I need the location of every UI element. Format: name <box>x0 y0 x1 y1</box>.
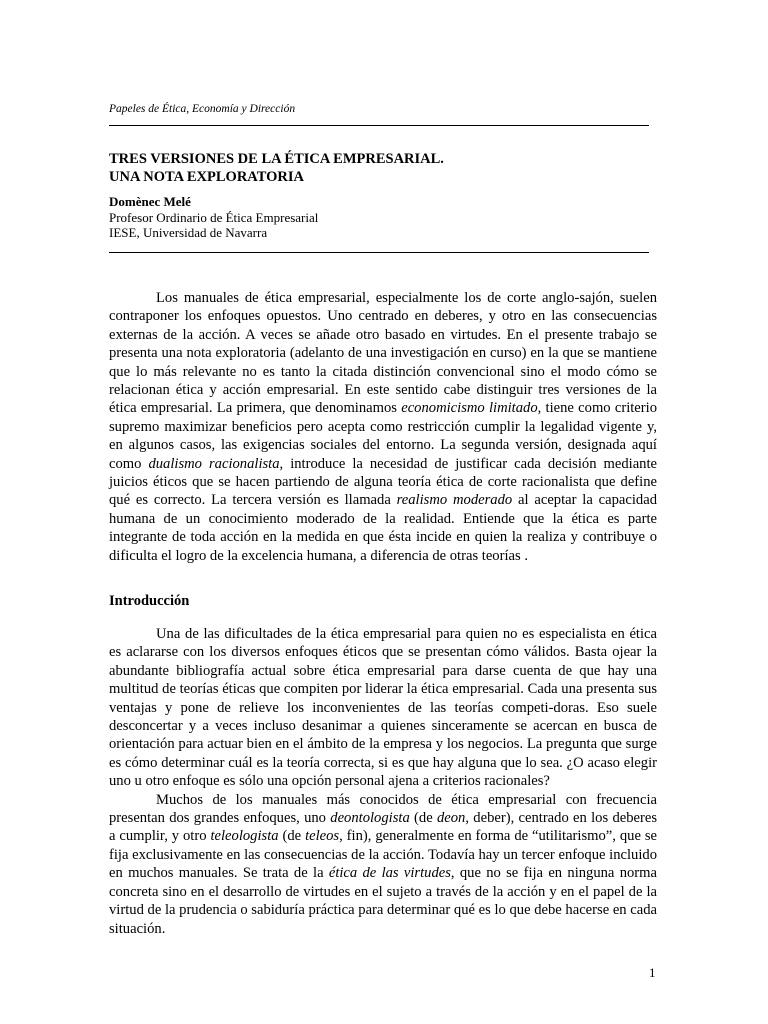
page-number: 1 <box>649 965 656 980</box>
title-line-1: TRES VERSIONES DE LA ÉTICA EMPRESARIAL. <box>109 151 444 167</box>
author-block <box>109 194 318 241</box>
author-name: Domènec Melé <box>109 194 191 209</box>
term-economicismo-limitado: economicismo limitado <box>401 400 538 417</box>
section-heading: Introducción <box>109 593 190 609</box>
header-rule <box>109 125 649 126</box>
author-affiliation: IESE, Universidad de Navarra <box>109 225 268 240</box>
term-realismo-moderado: realismo moderado <box>396 492 513 509</box>
abstract <box>109 289 657 565</box>
author-position: Profesor Ordinario de Ética Empresarial <box>109 209 319 225</box>
intro-paragraph-1: Una de las dificultades de la ética empresarial para quien no es especialista en ética es aclararse con los diversos enfoques éticos que se presentan cómo válidos. Basta ojear la abundante bibliografía actual sobre ética empresarial para darse cuenta de que hay una multitud de teorías éticas que compiten por liderar la ética empresarial. Cada una presenta sus ventajas y pone de relieve los inconvenientes de las teorías competi-doras. Eso suele desconcertar y a veces incluso desanimar a quienes sinceramente se acercan en busca de orientación para actuar bien en el ámbito de la empresa y los negocios. La pregunta que surge es cómo determinar cuál es la teoría correcta, si es que hay alguna que lo sea. ¿O acaso elegir uno u otro enfoque es sólo una opción personal ajena a criterios racionales? <box>109 626 657 790</box>
term-dualismo-racionalista: dualismo racionalista <box>148 455 280 472</box>
intro-paragraph-2: Muchos de los manuales más conocidos de ética empresarial con frecuencia presentan dos grandes enfoques, uno deontologista (de deon, deber), centrado en los deberes a cumplir, y otro teleologista (de teleos, fin), generalmente en forma de “utilitarismo”, que se fija exclusivamente en las consecuencias de la acción. Todavía hay un tercer enfoque incluido en muchos manuales. Se trata de la ética de las virtudes, que no se fija en ninguna norma concreta sino en el desarrollo de virtudes en el sujeto a través de la acción y en el papel de la virtud de la prudencia o sabiduría práctica para determinar qué es lo que debe hacerse en cada situación. <box>109 791 658 937</box>
introduction-body <box>109 625 657 938</box>
journal-header: Papeles de Ética, Economía y Dirección <box>109 103 296 115</box>
article-title <box>109 150 444 186</box>
title-line-2: UNA NOTA EXPLORATORIA <box>109 169 304 185</box>
abstract-paragraph: Los manuales de ética empresarial, especialmente los de corte anglo-sajón, suelen contraponer los enfoques opuestos. Uno centrado en deberes, y otro en las consecuencias externas de la acción. A veces se añade otro basado en virtudes. En el presente trabajo se presenta una nota exploratoria (adelanto de una investigación en curso) en la que se mantiene que lo más relevante no es tanto la citada distinción convencional sino el modo cómo se relacionan ética y acción empresarial. En este sentido cabe distinguir tres versiones de la ética empresarial. La primera, que denominamos economicismo limitado, tiene como criterio supremo maximizar beneficios pero acepta como restricción cumplir la legalidad vigente y, en algunos casos, las exigencias sociales del entorno. La segunda versión, designada aquí como dualismo racionalista, introduce la necesidad de justificar cada decisión mediante juicios éticos que se hacen partiendo de alguna teoría ética de corte racionalista que define qué es correcto. La tercera versión es llamada realismo moderado al aceptar la capacidad humana de un conocimiento moderado de la realidad. Entiende que la ética es parte integrante de toda acción en la medida en que ésta incide en quien la realiza y contribuye o dificulta el logro de la excelencia humana, a diferencia de otras teorías . <box>109 290 658 564</box>
author-rule <box>109 252 649 253</box>
